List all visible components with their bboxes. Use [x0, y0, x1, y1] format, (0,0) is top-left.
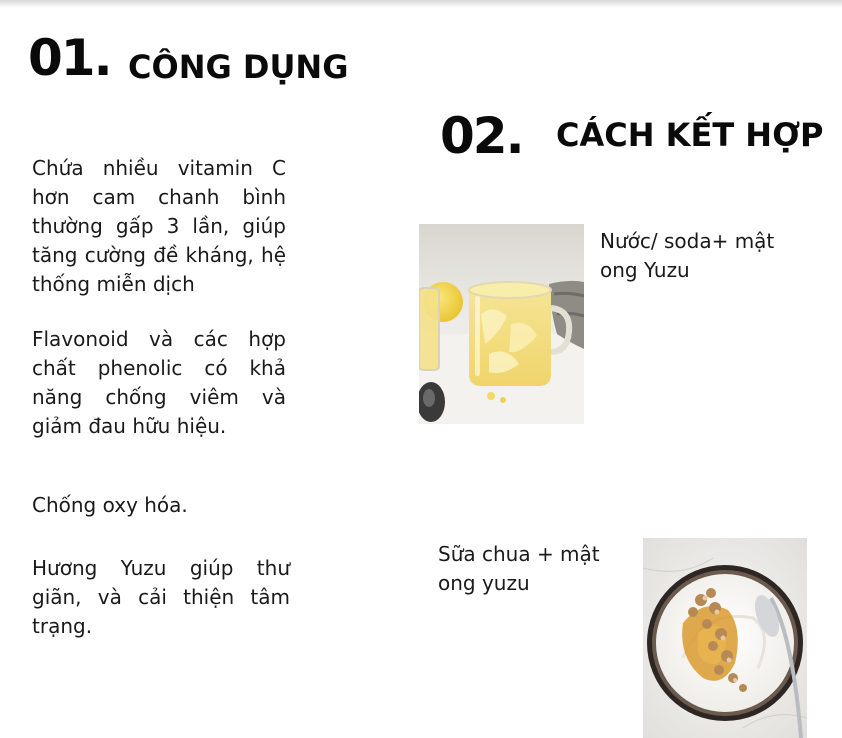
- top-edge-shadow: [0, 0, 842, 8]
- yuzu-drink-photo: [419, 224, 584, 424]
- combo-text-soda-honey: Nước/ soda+ mật ong Yuzu: [600, 229, 775, 282]
- section-title-cach-ket-hop: CÁCH KẾT HỢP: [556, 116, 824, 154]
- benefit-paragraph-relax: Hương Yuzu giúp thư giãn, và cải thiện tâm trạng.: [32, 556, 290, 638]
- section-title-cong-dung: CÔNG DỤNG: [128, 48, 349, 86]
- benefit-paragraph-flavonoid: Flavonoid và các hợp chất phenolic có khả năng chống viêm và giảm đau hữu hiệu.: [32, 327, 286, 438]
- combo-text-yogurt-honey: Sữa chua + mật ong yuzu: [438, 542, 600, 595]
- yogurt-honey-photo: [643, 538, 807, 738]
- benefit-paragraph-vitamin-c: Chứa nhiều vitamin C hơn cam chanh bình thường gấp 3 lần, giúp tăng cường đề kháng, hệ thống miễn dịch: [32, 156, 286, 296]
- benefit-paragraph-antioxidant: Chống oxy hóa.: [32, 493, 188, 517]
- section-number-01: 01.: [28, 29, 111, 87]
- section-number-02: 02.: [440, 107, 523, 165]
